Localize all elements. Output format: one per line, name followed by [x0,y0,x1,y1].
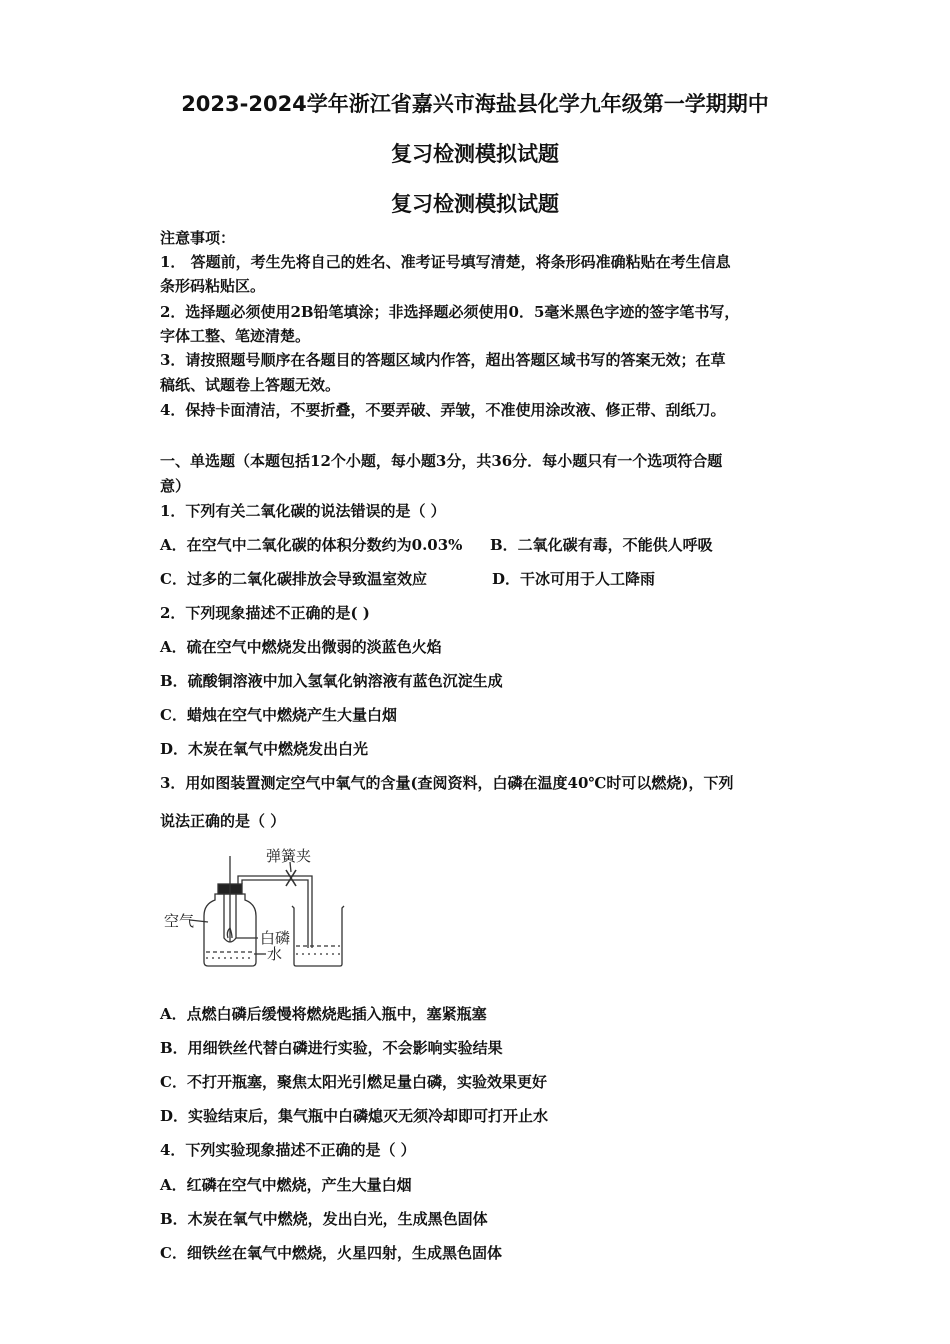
question-2-option-a: A．硫在空气中燃烧发出微弱的淡蓝色火焰 [160,638,442,656]
question-1-option-a: A．在空气中二氧化碳的体积分数约为0.03% [160,536,463,554]
notice-line: 1． 答题前，考生先将自己的姓名、准考证号填写清楚，将条形码准确粘贴在考生信息 [160,253,731,271]
apparatus-diagram [160,842,360,974]
question-1-option-d: D．干冰可用于人工降雨 [492,570,656,588]
air-label: 空气 [164,912,195,930]
question-3-option-b: B．用细铁丝代替白磷进行实验，不会影响实验结果 [160,1039,503,1057]
question-3-option-c: C．不打开瓶塞，聚焦太阳光引燃足量白磷，实验效果更好 [160,1073,547,1091]
notice-heading: 注意事项： [160,229,236,247]
notice-line: 2．选择题必须使用2B铅笔填涂；非选择题必须使用0．5毫米黑色字迹的签字笔书写， [160,303,740,321]
notice-line: 3．请按照题号顺序在各题目的答题区域内作答，超出答题区域书写的答案无效；在草 [160,351,726,369]
page-title-line2: 复习检测模拟试题 [391,142,559,166]
question-2-option-c: C．蜡烛在空气中燃烧产生大量白烟 [160,706,397,724]
notice-line: 条形码粘贴区。 [160,277,266,295]
notice-line: 稿纸、试题卷上答题无效。 [160,376,341,394]
phosphorus-label: 白磷 [260,929,291,947]
page-title-line3: 复习检测模拟试题 [391,192,559,216]
question-4-option-c: C．细铁丝在氧气中燃烧，火星四射，生成黑色固体 [160,1244,502,1262]
question-3-option-a: A．点燃白磷后缓慢将燃烧匙插入瓶中，塞紧瓶塞 [160,1005,487,1023]
question-4-option-b: B．木炭在氧气中燃烧，发出白光，生成黑色固体 [160,1210,488,1228]
question-3-option-d: D．实验结束后，集气瓶中白磷熄灭无须冷却即可打开止水 [160,1107,549,1125]
question-2-option-b: B．硫酸铜溶液中加入氢氧化钠溶液有蓝色沉淀生成 [160,672,503,690]
beaker [292,906,344,966]
question-4-option-a: A．红磷在空气中燃烧，产生大量白烟 [160,1176,412,1194]
clamp-label: 弹簧夹 [266,847,312,865]
notice-line: 4．保持卡面清洁，不要折叠，不要弄破、弄皱，不准使用涂改液、修正带、刮纸刀。 [160,401,726,419]
question-2-stem: 2．下列现象描述不正确的是( ) [160,604,370,622]
question-1-stem: 1．下列有关二氧化碳的说法错误的是（ ） [160,502,446,520]
question-1-option-c: C．过多的二氧化碳排放会导致温室效应 [160,570,427,588]
page-title-line1: 2023-2024学年浙江省嘉兴市海盐县化学九年级第一学期期中 [181,92,769,116]
question-4-stem: 4．下列实验现象描述不正确的是（ ） [160,1141,416,1159]
question-2-option-d: D．木炭在氧气中燃烧发出白光 [160,740,369,758]
water-label: 水 [267,945,283,963]
question-1-option-b: B．二氧化碳有毒，不能供人呼吸 [490,536,713,554]
notice-line: 字体工整、笔迹清楚。 [160,327,311,345]
spring-clamp [286,870,296,886]
apparatus-figure [160,842,360,974]
section-heading: 一、单选题（本题包括12个小题，每小题3分，共36分．每小题只有一个选项符合题 [160,452,723,470]
question-3-stem: 3．用如图装置测定空气中氧气的含量(查阅资料，白磷在温度40℃时可以燃烧)，下列 [160,774,734,792]
section-heading-cont: 意） [160,477,191,495]
question-3-stem-cont: 说法正确的是（ ） [160,812,286,830]
